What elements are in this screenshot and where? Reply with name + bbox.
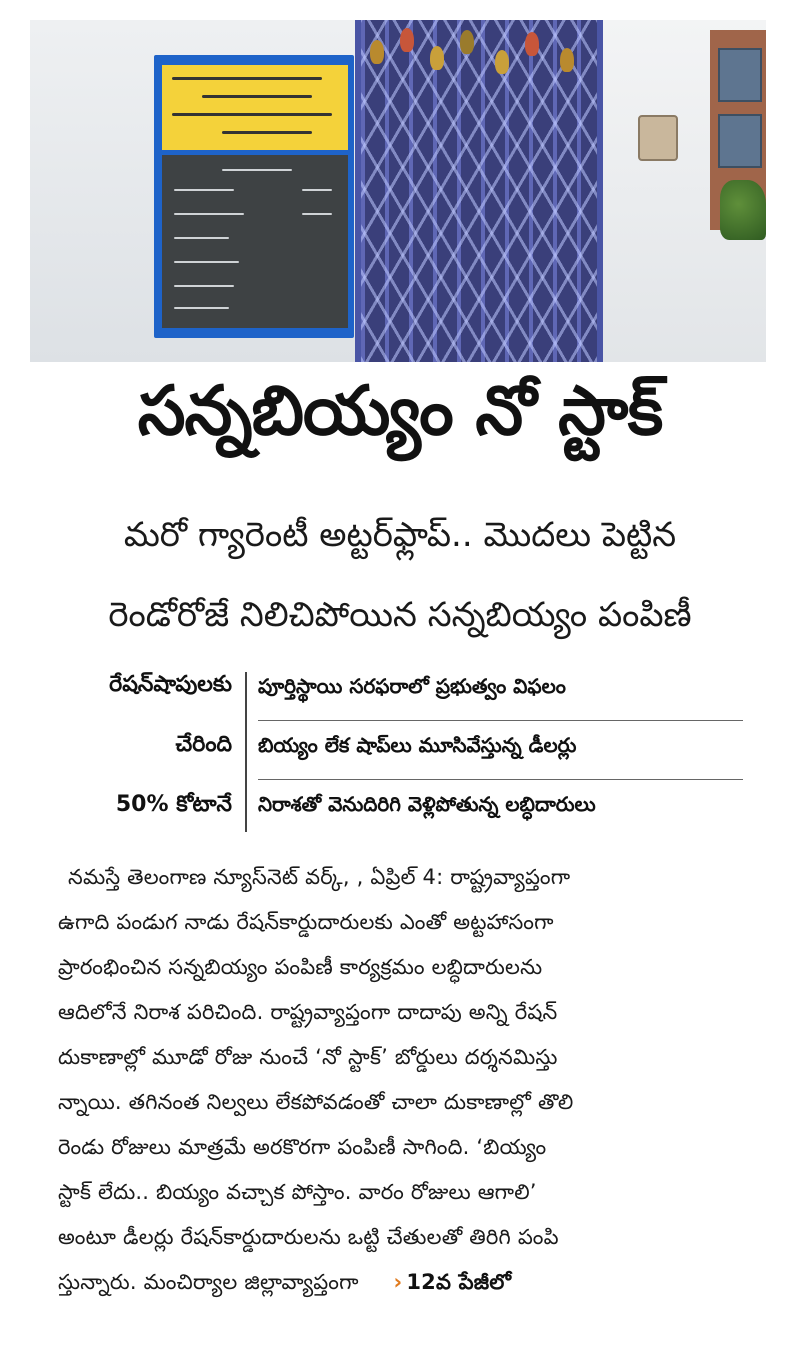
- highlight-point-3: నిరాశతో వెనుదిరిగి వెళ్లిపోతున్న లబ్ధిదారులు: [258, 792, 596, 816]
- chevron-right-icon: ›: [393, 1270, 403, 1294]
- highlight-left-line-3: 50% కోటానే: [115, 792, 232, 817]
- highlight-rule: [258, 720, 743, 721]
- mango-leaf-garland: [360, 20, 600, 80]
- body-line: స్టాక్ లేదు.. బియ్యం వచ్చాక పోస్తాం. వారం రోజులు ఆగాలి’: [58, 1180, 537, 1204]
- body-line: ఉగాది పండుగ నాడు రేషన్‌కార్డుదారులకు ఎంతో అట్టహాసంగా: [58, 910, 554, 934]
- highlight-point-2: బియ్యం లేక షాప్‌లు మూసివేస్తున్న డీలర్లు: [258, 733, 577, 757]
- body-line-text: స్తున్నారు. మంచిర్యాల జిల్లావ్యాప్తంగా: [58, 1270, 359, 1294]
- photo-tree: [720, 180, 766, 240]
- highlight-point-1: పూర్తిస్థాయి సరఫరాలో ప్రభుత్వం విఫలం: [258, 674, 566, 698]
- body-line: న్నాయి. తగినంత నిల్వలు లేకపోవడంతో చాలా దుకాణాల్లో తొలి: [58, 1090, 574, 1114]
- electric-meter: [638, 115, 678, 161]
- body-line: దుకాణాల్లో మూడో రోజు నుంచే ‘నో స్టాక్’ బోర్డులు దర్శనమిస్తు: [58, 1045, 558, 1069]
- highlight-left: [30, 674, 232, 854]
- ration-shop-board: [154, 55, 354, 338]
- continuation-link[interactable]: [394, 1270, 512, 1294]
- board-chalk-panel: [162, 155, 348, 328]
- subheadline-line-1: మరో గ్యారెంటీ అట్టర్‌ఫ్లాప్.. మొదలు పెట్టిన: [123, 515, 677, 555]
- body-line: ఆదిలోనే నిరాశ పరిచింది. రాష్ట్రవ్యాప్తంగా దాదాపు అన్ని రేషన్: [58, 1000, 558, 1024]
- highlight-left-line-2: చేరింది: [175, 732, 232, 757]
- article-body: [58, 855, 758, 1305]
- news-photo: [30, 20, 766, 362]
- subheadline-line-2: రెండోరోజే నిలిచిపోయిన సన్నబియ్యం పంపిణీ: [108, 595, 692, 635]
- body-line-last: [58, 1260, 758, 1305]
- body-line: రెండు రోజులు మాత్రమే అరకొరగా పంపిణీ సాగింది. ‘బియ్యం: [58, 1135, 547, 1159]
- headline: సన్నబియ్యం నో స్టాక్: [137, 372, 663, 451]
- highlight-right: [258, 674, 743, 832]
- continuation-text: 12వ పేజీలో: [406, 1270, 512, 1294]
- body-line: నమస్తే తెలంగాణ న్యూస్‌నెట్ వర్క్, , ఏప్రిల్ 4: రాష్ట్రవ్యాప్తంగా: [68, 865, 571, 889]
- body-line: ప్రారంభించిన సన్నబియ్యం పంపిణీ కార్యక్రమం లబ్ధిదారులను: [58, 955, 543, 979]
- board-yellow-panel: [162, 65, 348, 150]
- highlight-left-line-1: రేషన్‌షాపులకు: [109, 672, 232, 697]
- highlight-rule: [258, 779, 743, 780]
- highlight-divider: [245, 672, 247, 832]
- body-line: అంటూ డీలర్లు రేషన్‌కార్డుదారులను ఒట్టి చేతులతో తిరిగి పంపి: [58, 1225, 559, 1249]
